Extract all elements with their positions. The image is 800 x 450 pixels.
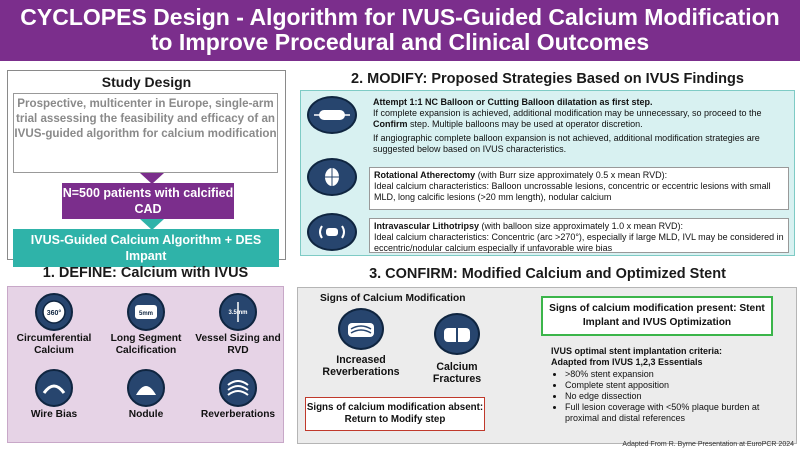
ra-text: Ideal calcium characteristics: Balloon uncrossable lesions, concentric or eccentric lesions with small MLD, long calcific lesions (>20 mm length), nodular calcium (374, 181, 771, 202)
rotational-atherectomy-icon (307, 158, 357, 196)
rotational-atherectomy-box (369, 167, 789, 210)
define-label: Long Segment Calcification (110, 333, 182, 356)
define-item-circumferential (9, 293, 99, 357)
first-step-text-b: step. Multiple balloons may be used at operator discretion. (410, 119, 643, 129)
modification-absent-box: Signs of calcium modification absent: Return to Modify step (305, 397, 485, 431)
source-credit: Adapted From R. Byrne Presentation at EuroPCR 2024 (622, 441, 794, 448)
reverberations-icon (338, 308, 384, 350)
icon-text: 5mm (138, 311, 154, 317)
circumferential-calcium-icon (35, 293, 73, 331)
modification-present-box: Signs of calcium modification present: Stent Implant and IVUS Optimization (541, 296, 773, 336)
first-step-heading: Attempt 1:1 NC Balloon or Cutting Balloon dilatation as first step. (373, 97, 653, 107)
signs-heading: Signs of Calcium Modification (320, 293, 466, 304)
vessel-sizing-icon (219, 293, 257, 331)
first-step-text (373, 97, 788, 158)
define-label: Circumferential Calcium (16, 333, 92, 356)
wire-bias-icon (35, 369, 73, 407)
define-label: Reverberations (200, 409, 276, 420)
criteria-item: • No edge dissection (565, 391, 791, 402)
confirm-word: Confirm (373, 119, 408, 129)
define-item-reverberations (193, 369, 283, 421)
icon-text: 360° (46, 310, 62, 317)
nodule-icon (127, 369, 165, 407)
define-item-long-segment (101, 293, 191, 357)
criteria-heading-2: Adapted from IVUS 1,2,3 Essentials (551, 357, 703, 367)
ivl-text: Ideal calcium characteristics: Concentric (arc >270°), especially if large MLD, IVL may be considered in eccentric/nodular calcium especially if unfavorable wire bias (374, 232, 784, 253)
modify-title: 2. MODIFY: Proposed Strategies Based on IVUS Findings (351, 71, 744, 87)
sign-reverberations: Increased Reverberations (322, 354, 400, 378)
title-banner (0, 0, 800, 61)
criteria-heading-1: IVUS optimal stent implantation criteria: (551, 346, 723, 356)
modify-panel (300, 90, 795, 256)
sign-fractures: Calcium Fractures (432, 361, 482, 385)
patient-count-box: N=500 patients with calcified CAD (62, 183, 234, 219)
define-label: Wire Bias (30, 409, 78, 420)
define-panel (7, 286, 284, 443)
define-item-wire-bias (9, 369, 99, 421)
algorithm-box: IVUS-Guided Calcium Algorithm + DES Impant (13, 229, 279, 267)
reverberations-icon (219, 369, 257, 407)
study-description: Prospective, multicenter in Europe, single-arm trial assessing the feasibility and efficacy of an IVUS-guided algorithm for calcium modification (13, 93, 278, 173)
title-line-2: to Improve Procedural and Clinical Outcomes (150, 29, 650, 55)
lithotripsy-icon (307, 213, 357, 251)
second-step-text: If angiographic complete balloon expansion is not achieved, additional modification strategies are suggested below based on IVUS characteristics. (373, 133, 760, 154)
define-label: Nodule (128, 409, 164, 420)
define-label: Vessel Sizing and RVD (195, 333, 281, 356)
criteria-item: • >80% stent expansion (565, 369, 791, 380)
ivl-heading: Intravascular Lithotripsy (374, 221, 480, 231)
confirm-panel (297, 287, 797, 444)
title-line-1: CYCLOPES Design - Algorithm for IVUS-Guided Calcium Modification (20, 4, 780, 30)
ra-paren: (with Burr size approximately 0.5 x mean RVD): (477, 170, 668, 180)
criteria-list (551, 369, 791, 424)
study-design-panel (7, 70, 286, 263)
stent-criteria (551, 346, 791, 424)
criteria-item: • Full lesion coverage with <50% plaque burden at proximal and distal references (565, 402, 791, 424)
ivl-paren: (with balloon size approximately 1.0 x mean RVD): (481, 221, 683, 231)
define-item-nodule (101, 369, 191, 421)
lithotripsy-box (369, 218, 789, 253)
define-title: 1. DEFINE: Calcium with IVUS (42, 265, 249, 281)
calcium-fracture-icon (434, 313, 480, 355)
long-segment-icon (127, 293, 165, 331)
study-design-title: Study Design (101, 74, 192, 90)
criteria-item: • Complete stent apposition (565, 380, 791, 391)
first-step-text-a: If complete expansion is achieved, additional modification may be unnecessary, so proceed to the (373, 108, 762, 118)
ra-heading: Rotational Atherectomy (374, 170, 476, 180)
icon-text: 3.5mm (228, 310, 248, 316)
define-item-vessel-sizing (193, 293, 283, 357)
balloon-icon (307, 96, 357, 134)
confirm-title: 3. CONFIRM: Modified Calcium and Optimized Stent (369, 266, 726, 282)
